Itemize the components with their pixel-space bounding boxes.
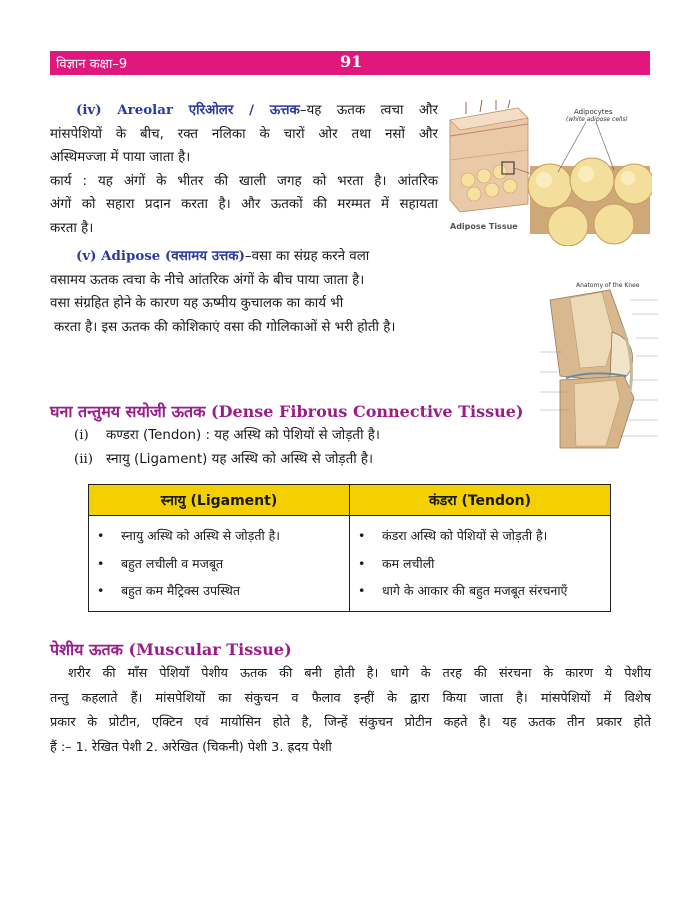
tendon-cell (350, 516, 611, 612)
areolar-line4: कार्य : यह अंगों के भीतर की खाली जगह को भरता है। आंतरिक (50, 173, 438, 189)
ligament-cell (89, 516, 350, 612)
list-item (358, 577, 610, 605)
muscular-line4: हैं :– 1. रेखित पेशी 2. अरेखित (चिकनी) पेशी 3. ह्रदय पेशी (50, 739, 332, 755)
bullet: • (97, 528, 105, 543)
ligament-point: बहुत कम मैट्रिक्स उपस्थित (121, 583, 241, 598)
ligament-point: बहुत लचीली व मजबूत (121, 555, 224, 571)
ligament-tendon-table (88, 484, 611, 612)
bullet: • (97, 583, 105, 598)
dense-heading-hindi: घना तन्तुमय सयोजी ऊतक (50, 402, 206, 421)
bullet: • (97, 555, 105, 571)
adipose-line1: –वसा का संग्रह करने वला (244, 249, 370, 264)
dense-list (74, 424, 380, 472)
areolar-lead: (iv) Areolar एरिओलर / ऊत्तक (76, 102, 300, 118)
header-bar (50, 51, 650, 75)
areolar-line5: अंगों को सहारा प्रदान करता है। और ऊतकों की मरम्मत में सहायता (50, 197, 438, 212)
dense-heading-english: (Dense Fibrous Connective Tissue) (211, 402, 524, 421)
areolar-line6: करता है। (50, 220, 94, 236)
adipose-line4: करता है। इस ऊतक की कोशिकाएं वसा की गोलिकाओं से भरी होती है। (54, 319, 396, 335)
areolar-paragraph (50, 99, 438, 240)
list-item (358, 522, 610, 550)
knee-anatomy-illustration (540, 280, 662, 452)
header-subject: विज्ञान कक्षा–9 (56, 57, 128, 72)
knee-anatomy-figure (540, 280, 662, 452)
areolar-line3: अस्थिमज्जा में पाया जाता है। (50, 150, 191, 165)
dense-tissue-heading (50, 400, 523, 422)
bullet: • (358, 555, 366, 571)
table-header-row (89, 485, 611, 516)
list-item (358, 550, 610, 578)
bullet: • (358, 583, 366, 598)
knee-anatomy-title: Anatomy of the Knee (576, 282, 640, 289)
list-item (97, 522, 349, 550)
list-item (74, 448, 380, 472)
tendon-point: कंडरा अस्थि को पेशियों से जोड़ती है। (382, 528, 548, 543)
muscular-line2: तन्तु कहलाते हैं। मांसपेशियों का संकुचन व फैलाव इन्हीं के द्वारा किया जाता है। मांसपेशियों में विशेष (50, 690, 651, 706)
table-row (89, 516, 611, 612)
list-item (74, 424, 380, 448)
adipose-lead: (v) Adipose (वसामय उत्तक) (76, 248, 245, 264)
list-item-text: कण्डरा (Tendon) : यह अस्थि को पेशियों से जोड़ती है। (106, 428, 380, 443)
adipose-line3: वसा संग्रहित होने के कारण यह ऊष्मीय कुचालक का कार्य भी (50, 296, 344, 311)
muscular-paragraph (50, 662, 651, 760)
bullet: • (358, 528, 366, 543)
adipose-tissue-caption: Adipose Tissue (450, 222, 518, 231)
tendon-point: कम लचीली (382, 555, 435, 571)
adipose-line2: वसामय ऊतक त्वचा के नीचे आंतरिक अंगों के बीच पाया जाता है। (50, 272, 365, 288)
areolar-line2: मांसपेशियों के बीच, रक्त नलिका के चारों ओर तथा नसों और (50, 126, 438, 142)
ligament-point: स्नायु अस्थि को अस्थि से जोड़ती है। (121, 528, 281, 543)
muscular-heading-english: (Muscular Tissue) (128, 640, 292, 659)
adipose-tissue-figure (446, 100, 652, 246)
muscular-line1: शरीर की माँस पेशियाँ पेशीय ऊतक की बनी होती है। धागे के तरह की संरचना के कारण ये पेशीय (68, 666, 651, 681)
adipocytes-sublabel: (white adipose cells) (566, 116, 628, 123)
tendon-point: धागे के आकार की बहुत मजबूत संरचनाएँ (382, 583, 568, 598)
areolar-line1: –यह ऊतक त्वचा और (299, 103, 438, 118)
muscular-heading-hindi: पेशीय ऊतक (50, 640, 123, 659)
list-item (97, 577, 349, 605)
adipocytes-label: Adipocytes (574, 108, 613, 116)
list-item-number: (ii) (74, 452, 94, 467)
list-item (97, 550, 349, 578)
page-number: 91 (340, 52, 363, 71)
tendon-column-header: कंडरा (Tendon) (350, 485, 611, 516)
list-item-text: स्नायु (Ligament) यह अस्थि को अस्थि से जोड़ती है। (106, 452, 374, 467)
muscular-line3: प्रकार के प्रोटीन, एक्टिन एवं मायोसिन होते है, जिन्हें संकुचन प्रोटीन कहते है। यह ऊतक तीन प्रकार होते (50, 715, 651, 730)
adipose-paragraph (50, 245, 470, 339)
ligament-column-header: स्नायु (Ligament) (89, 485, 350, 516)
list-item-number: (i) (74, 428, 89, 443)
muscular-tissue-heading (50, 638, 292, 660)
